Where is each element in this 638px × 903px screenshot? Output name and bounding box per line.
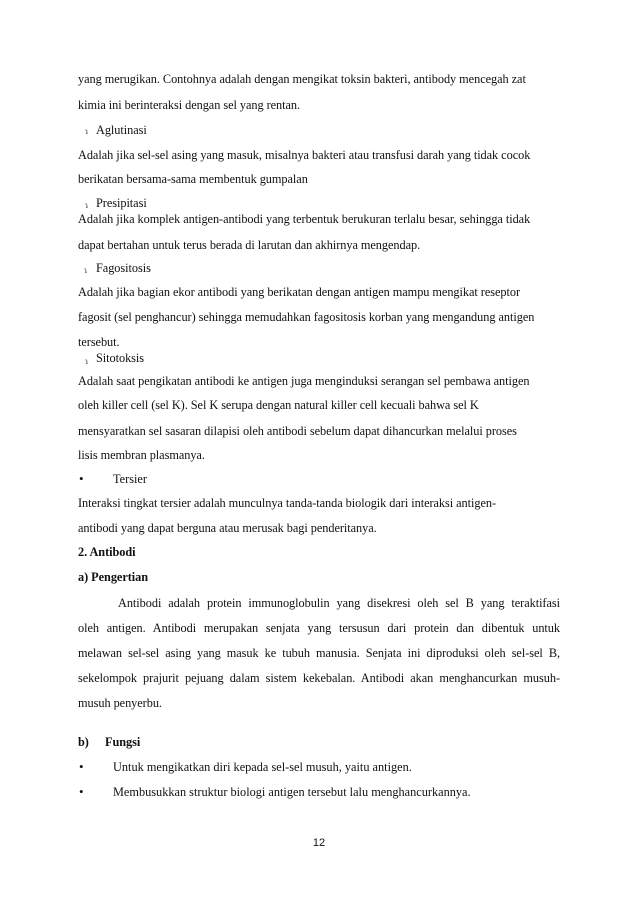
text-line: Adalah jika komplek antigen-antibodi yang terbentuk berukuran terlalu besar, sehingga tidak — [78, 212, 531, 226]
text-line: yang merugikan. Contohnya adalah dengan mengikat toksin bakteri, antibody mencegah zat — [78, 72, 526, 86]
bullet-icon: • — [79, 784, 84, 799]
subheading-fungsi: Fungsi — [105, 735, 141, 749]
subheading-label-b: b) — [78, 735, 89, 749]
text-line: Interaksi tingkat tersier adalah munculnya tanda-tanda biologik dari interaksi antigen- — [78, 496, 497, 510]
heading-tersier: Tersier — [113, 472, 147, 486]
bullet-icon: • — [79, 759, 84, 774]
text-line: berikatan bersama-sama membentuk gumpalan — [78, 172, 308, 186]
text-line: mensyaratkan sel sasaran dilapisi oleh antibodi sebelum dapat dihancurkan melalui proses — [78, 424, 517, 438]
list-marker: ɿ — [85, 356, 88, 366]
text-line: Adalah jika sel-sel asing yang masuk, misalnya bakteri atau transfusi darah yang tidak cocok — [78, 148, 531, 162]
section-heading-antibodi: 2. Antibodi — [78, 545, 136, 559]
subheading-pengertian: a) Pengertian — [78, 570, 149, 584]
text-line: fagosit (sel penghancur) sehingga memudahkan fagositosis korban yang mengandung antigen — [78, 310, 535, 324]
list-item: Membusukkan struktur biologi antigen tersebut lalu menghancurkannya. — [113, 785, 471, 799]
text-line: kimia ini berinteraksi dengan sel yang rentan. — [78, 98, 301, 112]
bullet-icon: • — [79, 471, 84, 486]
heading-presipitasi: Presipitasi — [96, 196, 147, 210]
text-line: antibodi yang dapat berguna atau merusak bagi penderitanya. — [78, 521, 377, 535]
text-line: dapat bertahan untuk terus berada di larutan dan akhirnya mengendap. — [78, 238, 421, 252]
text-line: oleh killer cell (sel K). Sel K serupa dengan natural killer cell kecuali bahwa sel K — [78, 398, 479, 412]
list-marker: ɿ — [85, 200, 88, 210]
paragraph-line: Antibodi adalah protein immunoglobulin yang disekresi oleh sel B yang teraktifasi — [118, 596, 560, 610]
paragraph-line: sekelompok prajurit pejuang dalam sistem kekebalan. Antibodi akan menghancurkan musuh- — [78, 671, 560, 685]
text-line: lisis membran plasmanya. — [78, 448, 205, 462]
text-line: Adalah jika bagian ekor antibodi yang berikatan dengan antigen mampu mengikat reseptor — [78, 285, 520, 299]
heading-fagositosis: Fagositosis — [96, 261, 151, 275]
list-marker: ɿ — [84, 265, 87, 275]
page-number: 12 — [312, 837, 326, 849]
paragraph-line: musuh penyerbu. — [78, 696, 162, 710]
text-line: Adalah saat pengikatan antibodi ke antigen juga menginduksi serangan sel pembawa antigen — [78, 374, 530, 388]
heading-sitotoksis: Sitotoksis — [96, 351, 145, 365]
paragraph-line: melawan sel-sel asing yang masuk ke tubuh manusia. Senjata ini diproduksi oleh sel-sel B, — [78, 646, 560, 660]
list-marker: ɿ — [85, 126, 88, 136]
heading-aglutinasi: Aglutinasi — [96, 123, 147, 137]
text-line: tersebut. — [78, 335, 120, 349]
paragraph-line: oleh antigen. Antibodi merupakan senjata yang tersusun dari protein dan dibentuk untuk — [78, 621, 560, 635]
list-item: Untuk mengikatkan diri kepada sel-sel musuh, yaitu antigen. — [113, 760, 412, 774]
